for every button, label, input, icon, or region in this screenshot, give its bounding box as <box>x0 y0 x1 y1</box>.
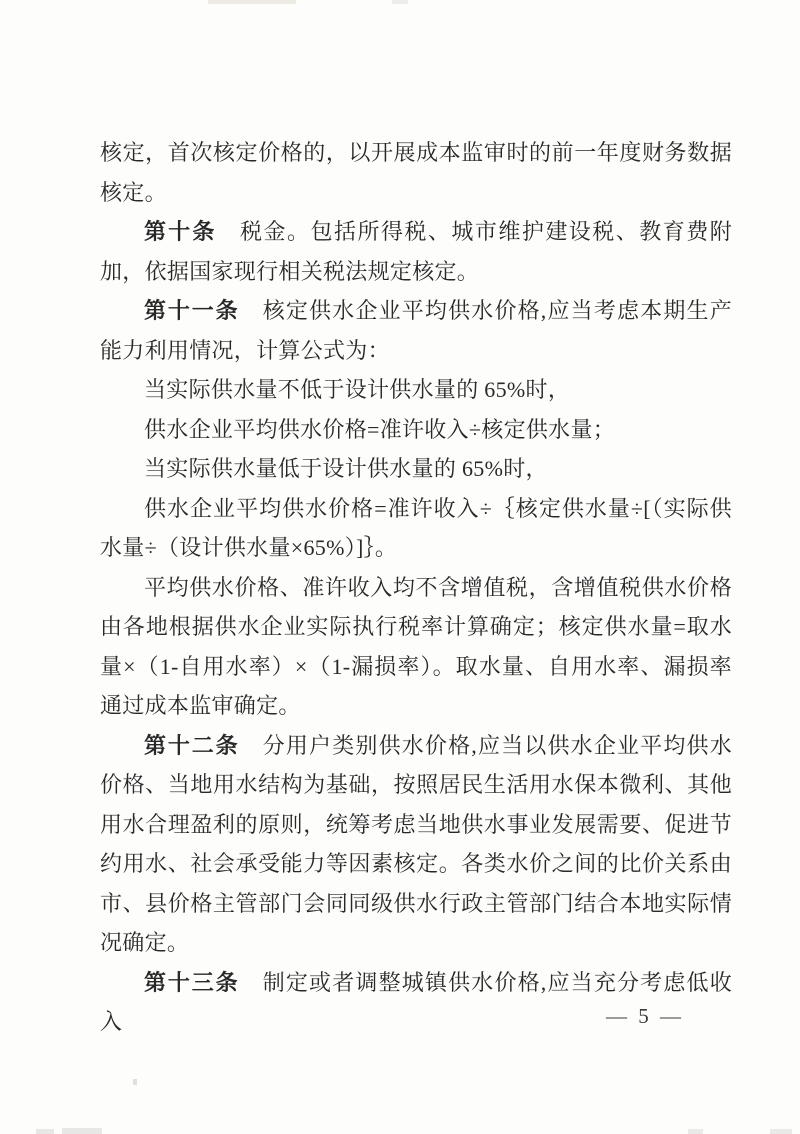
scan-artifact <box>770 1129 792 1134</box>
paragraph-vat-note <box>100 568 732 726</box>
paragraph-text: 平均供水价格、准许收入均不含增值税，含增值税供水价格由各地根据供水企业实际执行税率计算确定；核定供水量=取水量×（1-自用水率）×（1-漏损率）。取水量、自用水率、漏损率通过成本监审确定。 <box>100 574 732 718</box>
article-heading: 第十一条 <box>144 298 240 323</box>
document-body <box>100 133 732 1042</box>
formula-condition-1 <box>100 370 732 410</box>
paragraph-text: 当实际供水量不低于设计供水量的 65%时， <box>144 377 571 402</box>
paragraph-text: 供水企业平均供水价格=准许收入÷核定供水量； <box>144 416 616 442</box>
article-heading: 第十二条 <box>144 732 240 758</box>
article-heading: 第十三条 <box>144 969 240 995</box>
scan-artifact <box>36 1129 54 1134</box>
paragraph-article-10 <box>100 212 732 291</box>
article-heading: 第十条 <box>144 219 217 244</box>
paragraph-continuation <box>100 133 732 212</box>
scan-artifact <box>133 1079 137 1085</box>
scan-artifact <box>208 0 296 4</box>
paragraph-text: 制定或者调整城镇供水价格,应当充分考虑低收入 <box>100 969 732 1034</box>
scan-artifact <box>688 1129 703 1134</box>
paragraph-text: 分用户类别供水价格,应当以供水企业平均供水价格、当地用水结构为基础，按照居民生活用水保本微利、其他用水合理盈利的原则，统筹考虑当地供水事业发展需要、促进节约用水、社会承受能力等因素核定。各类水价之间的比价关系由市、县价格主管部门会同同级供水行政主管部门结合本地实际情况确定。 <box>100 732 732 955</box>
paragraph-article-11 <box>100 291 732 370</box>
page-footer <box>606 1004 684 1029</box>
paragraph-text: 税金。包括所得税、城市维护建设税、教育费附加，依据国家现行相关税法规定核定。 <box>100 219 732 284</box>
paragraph-article-13 <box>100 963 732 1042</box>
scan-artifact <box>62 1128 102 1134</box>
formula-1 <box>100 410 732 450</box>
page-number: — 5 — <box>606 1004 684 1028</box>
paragraph-text: 核定，首次核定价格的，以开展成本监审时的前一年度财务数据核定。 <box>100 140 732 205</box>
paragraph-text: 供水企业平均供水价格=准许收入÷｛核定供水量÷[（实际供水量÷（设计供水量×65%）]｝。 <box>100 495 732 560</box>
paragraph-text: 当实际供水量低于设计供水量的 65%时， <box>144 456 548 481</box>
scan-artifact <box>392 0 408 4</box>
paragraph-text: 核定供水企业平均供水价格,应当考虑本期生产能力利用情况，计算公式为： <box>100 298 732 363</box>
formula-2 <box>100 489 732 568</box>
formula-condition-2 <box>100 449 732 489</box>
paragraph-article-12 <box>100 726 732 963</box>
